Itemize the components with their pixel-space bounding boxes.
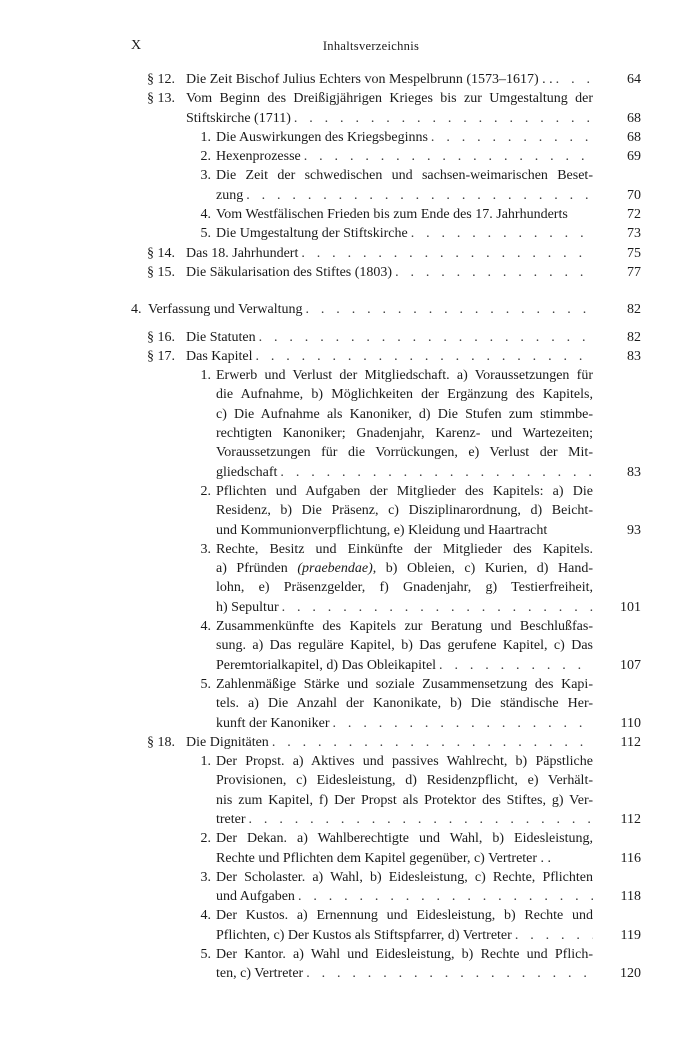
toc-entry: [131, 482, 641, 540]
toc-entry-text: lohn, e) Präsenzgelder, f) Gnadenjahr, g) Testierfreiheit,: [216, 580, 593, 596]
toc-page-number: 68: [627, 129, 641, 145]
toc-entry-number: § 13.: [147, 91, 175, 107]
toc-entry-text: treter: [216, 811, 246, 827]
toc-page-number: 64: [627, 72, 641, 87]
toc-entry-text: Zahlenmäßige Stärke und soziale Zusammensetzung des Kapi-: [216, 676, 593, 692]
dot-leader: [408, 224, 593, 243]
toc-entry-text: nis zum Kapitel, f) Der Propst als Protektor des Stiftes, g) Ver-: [216, 792, 593, 808]
toc-entry-line: [216, 366, 593, 385]
toc-entry-text: Hexenprozesse: [216, 149, 301, 165]
toc-page-number: 68: [627, 110, 641, 126]
toc-page-number: 118: [620, 889, 641, 905]
toc-page-number: 120: [620, 966, 641, 982]
toc-entry-text: die Aufnahme, b) Möglichkeiten der Ergänzung des Kapitels,: [216, 387, 593, 403]
toc-entry-text: Der Dekan. a) Wahlberechtigte und Wahl, b) Eidesleistung,: [216, 831, 593, 847]
toc-entry-line: [216, 463, 593, 482]
toc-entry-text: Die Zeit der schwedischen und sachsen-weimarischen Beset-: [216, 168, 593, 184]
toc-entry: [131, 617, 641, 675]
toc-entry-text: Erwerb und Verlust der Mitgliedschaft. a) Voraussetzungen für: [216, 368, 593, 384]
toc-entry-number: 4.: [131, 302, 142, 318]
toc-entry: [131, 300, 641, 319]
toc-entry-text: Die Auswirkungen des Kriegsbeginns: [216, 129, 428, 145]
toc-page-number: 110: [620, 715, 641, 731]
toc-page-number: 70: [627, 187, 641, 203]
toc-entry-line: [216, 849, 593, 868]
dot-leader: [277, 463, 593, 482]
toc-entry-number: 5.: [200, 226, 211, 242]
dot-leader: [436, 656, 593, 675]
toc-page-number: 82: [627, 302, 641, 318]
toc-entry-line: [216, 810, 593, 829]
toc-entry-number: § 17.: [147, 348, 175, 364]
toc-entry-line: [216, 147, 593, 166]
toc-entry-number: § 15.: [147, 264, 175, 280]
toc-entry: [131, 945, 641, 984]
toc-entry-text: Stiftskirche (1711): [186, 110, 291, 126]
toc-entry: [131, 166, 641, 205]
toc-entry: [131, 752, 641, 829]
toc-entry-text: a) Pfründen (praebendae), b) Obleien, c) Kurien, d) Hand-: [216, 561, 593, 577]
toc-entry: [131, 366, 641, 482]
toc-entry-text: Der Kantor. a) Wahl und Eidesleistung, b) Rechte und Pflich-: [216, 947, 593, 963]
toc-entry-line: [216, 868, 593, 887]
toc-entry-line: [186, 109, 593, 128]
toc-entry-number: 3.: [200, 541, 211, 557]
toc-entry-line: [216, 887, 593, 906]
toc-entry-line: [216, 559, 593, 578]
toc-entry-line: [216, 694, 593, 713]
toc-entry-number: 4.: [200, 908, 211, 924]
toc-entry-text: Pflichten, c) Der Kustos als Stiftspfarrer, d) Vertreter: [216, 927, 512, 943]
toc-entry: [131, 205, 641, 224]
toc-entry-line: [216, 675, 593, 694]
toc-entry: [131, 868, 641, 907]
running-title: Inhaltsverzeichnis: [322, 39, 420, 53]
dot-leader: [301, 147, 593, 166]
toc-entry-text: zung: [216, 187, 244, 203]
toc-entry-line: [216, 540, 593, 559]
toc-entry-line: [186, 347, 593, 366]
toc-entry-number: 1.: [200, 754, 211, 770]
toc-entry-text: Voraussetzungen für die Vorrückungen, e) Verlust der Mit-: [216, 445, 593, 461]
toc-entry-line: [216, 945, 593, 964]
dot-leader: [512, 926, 593, 945]
toc-entry-number: § 12.: [147, 72, 175, 87]
toc-entry: [131, 244, 641, 263]
dot-leader: [252, 347, 593, 366]
toc-entry-line: [216, 128, 593, 147]
toc-entry-line: [216, 521, 593, 540]
toc-entry-text: Vom Westfälischen Frieden bis zum Ende des 17. Jahrhunderts: [216, 207, 568, 223]
toc-entry: [131, 328, 641, 347]
toc-entry-number: 1.: [200, 368, 211, 384]
toc-entry-line: [186, 70, 593, 89]
toc-entry: [131, 263, 641, 282]
toc-entry-line: [216, 752, 593, 771]
dot-leader: [553, 70, 593, 89]
toc-entry-line: [216, 617, 593, 636]
toc-entry-text: gliedschaft: [216, 464, 278, 480]
toc-entry-number: 4.: [200, 619, 211, 635]
toc-entry-text: sung. a) Das reguläre Kapitel, b) Das gerufene Kapitel, c) Das: [216, 638, 593, 654]
toc-entry-number: 2.: [200, 149, 211, 165]
toc-entry: [131, 70, 641, 89]
toc-entry-number: § 18.: [147, 734, 175, 750]
toc-entry-line: [186, 733, 593, 752]
dot-leader: [243, 186, 593, 205]
toc-entry-number: 1.: [200, 129, 211, 145]
toc-entry-text: und Kommunionverpflichtung, e) Kleidung und Haartracht: [216, 522, 548, 538]
dot-leader: [295, 887, 593, 906]
toc-entry-text: rechtigten Kanoniker; Gnadenjahr, Karenz- und Wartezeiten;: [216, 426, 593, 442]
toc-entry-line: [186, 263, 593, 282]
toc-entry-text: kunft der Kanoniker: [216, 715, 330, 731]
toc-entry-line: [216, 714, 593, 733]
table-of-contents: [131, 70, 641, 984]
toc-page-number: 116: [620, 850, 641, 866]
toc-entry-line: [216, 598, 593, 617]
toc-page-number: 73: [627, 226, 641, 242]
toc-entry-line: [216, 205, 593, 224]
toc-entry-line: [216, 482, 593, 501]
toc-page-number: 69: [627, 149, 641, 165]
toc-entry-text: Verfassung und Verwaltung: [148, 302, 303, 318]
toc-entry: [131, 675, 641, 733]
toc-entry-line: [186, 244, 593, 263]
toc-entry-text: Residenz, b) Die Präsenz, c) Disziplinarordnung, d) Beicht-: [216, 503, 593, 519]
toc-page-number: 101: [620, 599, 641, 615]
toc-entry: [131, 829, 641, 868]
toc-page-number: 75: [627, 245, 641, 261]
toc-entry-number: 2.: [200, 483, 211, 499]
toc-entry-number: § 14.: [147, 245, 175, 261]
dot-leader: [303, 964, 593, 983]
toc-entry-line: [216, 791, 593, 810]
toc-entry: [131, 224, 641, 243]
toc-entry-text: Der Kustos. a) Ernennung und Eidesleistung, b) Rechte und: [216, 908, 593, 924]
dot-leader: [330, 714, 593, 733]
toc-entry-text: Die Zeit Bischof Julius Echters von Mespelbrunn (1573–1617) . .: [186, 72, 553, 87]
dot-leader: [392, 263, 593, 282]
toc-entry-line: [216, 166, 593, 185]
toc-entry-line: [216, 964, 593, 983]
toc-entry-text: c) Die Aufnahme als Kanoniker, d) Die Stufen zum stimmbe-: [216, 406, 593, 422]
page-number-roman: X: [131, 38, 142, 53]
toc-entry-number: 5.: [200, 947, 211, 963]
dot-leader: [256, 328, 593, 347]
toc-entry-line: [186, 328, 593, 347]
toc-entry-number: 3.: [200, 869, 211, 885]
dot-leader: [279, 598, 593, 617]
toc-entry-line: [216, 501, 593, 520]
toc-entry-text: ten, c) Vertreter: [216, 966, 304, 982]
toc-entry-text: Die Dignitäten: [186, 734, 269, 750]
toc-page-number: 83: [627, 348, 641, 364]
toc-entry-line: [216, 906, 593, 925]
toc-entry-line: [186, 89, 593, 108]
toc-entry-text: Die Säkularisation des Stiftes (1803): [186, 264, 393, 280]
toc-entry-text: Der Scholaster. a) Wahl, b) Eidesleistung, c) Rechte, Pflichten: [216, 869, 593, 885]
toc-entry-text: Vom Beginn des Dreißigjährigen Krieges bis zur Umgestaltung der: [186, 91, 593, 107]
toc-entry-line: [216, 385, 593, 404]
toc-entry-line: [216, 224, 593, 243]
toc-entry-line: [216, 405, 593, 424]
toc-entry-text: und Aufgaben: [216, 889, 295, 905]
toc-entry-text: Peremtorialkapitel, d) Das Obleikapitel: [216, 657, 437, 673]
toc-entry-number: 2.: [200, 831, 211, 847]
toc-entry-text: Die Statuten: [186, 329, 256, 345]
toc-entry-number: 4.: [200, 207, 211, 223]
toc-page-number: 93: [627, 522, 641, 538]
dot-leader: [269, 733, 593, 752]
toc-entry: [131, 733, 641, 752]
toc-entry: [131, 540, 641, 617]
toc-entry-line: [216, 636, 593, 655]
toc-entry-line: [216, 578, 593, 597]
page-header: [131, 38, 611, 58]
toc-page-number: 72: [627, 207, 641, 223]
toc-entry-text: Rechte und Pflichten dem Kapitel gegenüber, c) Vertreter . .: [216, 850, 552, 866]
toc-entry-line: [216, 424, 593, 443]
toc-entry: [131, 147, 641, 166]
toc-entry-text: Das 18. Jahrhundert: [186, 245, 299, 261]
toc-entry-number: 3.: [200, 168, 211, 184]
toc-entry-number: 5.: [200, 676, 211, 692]
toc-entry-text: Provisionen, c) Eidesleistung, d) Residenzpflicht, e) Verhält-: [216, 773, 593, 789]
toc-entry: [131, 89, 641, 128]
toc-entry-text: Rechte, Besitz und Einkünfte der Mitglieder des Kapitels.: [216, 541, 593, 557]
dot-leader: [428, 128, 593, 147]
dot-leader: [246, 810, 593, 829]
dot-leader: [303, 300, 594, 319]
toc-page-number: 112: [620, 734, 641, 750]
toc-entry-number: § 16.: [147, 329, 175, 345]
toc-entry-text: Der Propst. a) Aktives und passives Wahlrecht, b) Päpstliche: [216, 754, 593, 770]
toc-entry: [131, 128, 641, 147]
toc-entry: [131, 347, 641, 366]
toc-page-number: 77: [627, 264, 641, 280]
toc-entry: [131, 906, 641, 945]
toc-entry-text: Pflichten und Aufgaben der Mitglieder des Kapitels: a) Die: [216, 483, 593, 499]
toc-entry-text: h) Sepultur: [216, 599, 279, 615]
toc-entry-line: [216, 829, 593, 848]
toc-page-number: 107: [620, 657, 641, 673]
toc-entry-line: [216, 771, 593, 790]
toc-entry-line: [216, 443, 593, 462]
toc-entry-line: [148, 300, 593, 319]
toc-entry-text: tels. a) Die Anzahl der Kanonikate, b) Die ständische Her-: [216, 696, 593, 712]
toc-page-number: 83: [627, 464, 641, 480]
toc-page-number: 119: [620, 927, 641, 943]
toc-entry-line: [216, 926, 593, 945]
toc-page-number: 82: [627, 329, 641, 345]
dot-leader: [291, 109, 593, 128]
dot-leader: [298, 244, 593, 263]
toc-entry-line: [216, 656, 593, 675]
toc-entry-text: Zusammenkünfte des Kapitels zur Beratung und Beschlußfas-: [216, 619, 593, 635]
toc-entry-line: [216, 186, 593, 205]
toc-page-number: 112: [620, 811, 641, 827]
toc-entry-text: Die Umgestaltung der Stiftskirche: [216, 226, 408, 242]
toc-entry-text: Das Kapitel: [186, 348, 253, 364]
